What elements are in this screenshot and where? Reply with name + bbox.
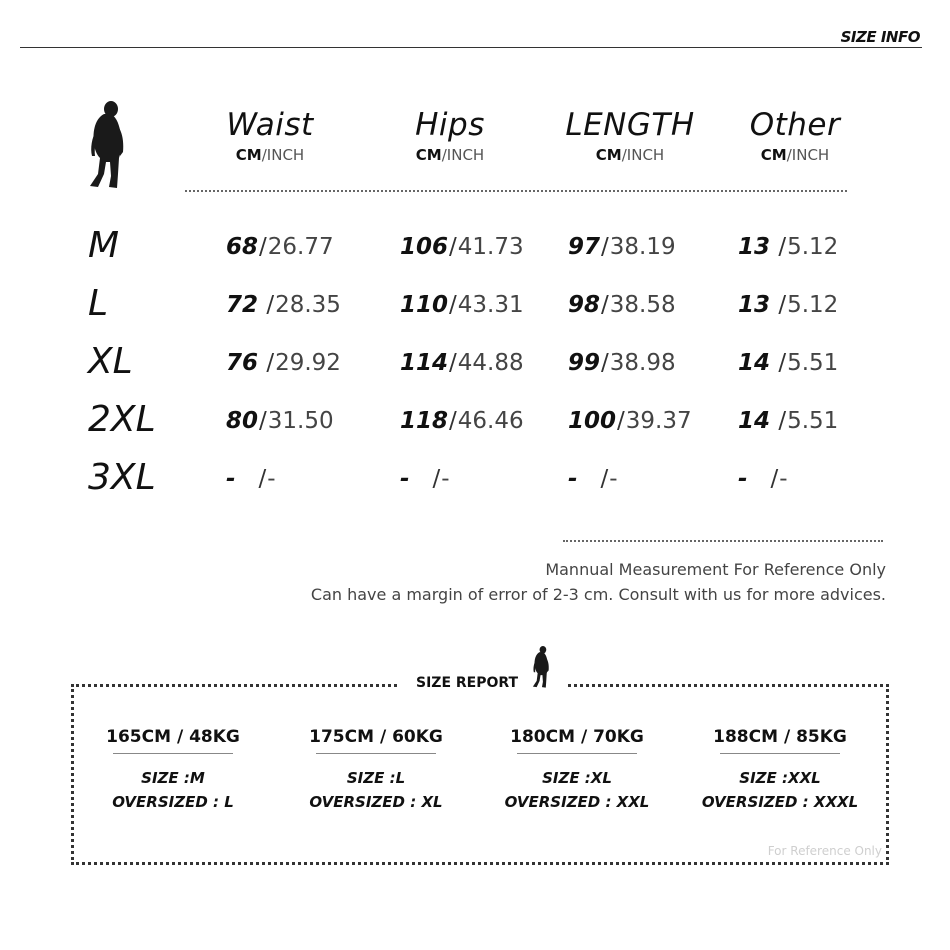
ape-figure-icon (84, 100, 130, 190)
column-unit: CM/INCH (595, 146, 665, 165)
column-title: Waist (226, 107, 314, 143)
height-weight: 188CM / 85KG (713, 727, 847, 747)
size-label: L (88, 283, 109, 324)
hips-cell: 110/43.31 (400, 292, 524, 318)
item-divider (517, 753, 637, 754)
size-report-item (83, 727, 263, 814)
column-title: Hips (415, 107, 485, 143)
column-title: LENGTH (565, 107, 695, 143)
oversized-size: OVERSIZED : L (112, 793, 234, 811)
page-title: SIZE INFO (840, 28, 920, 46)
length-cell: 97/38.19 (568, 234, 676, 260)
length-cell: - /- (568, 466, 618, 492)
reference-note: For Reference Only (767, 844, 882, 858)
size-report-item (286, 727, 466, 814)
item-divider (316, 753, 436, 754)
header-dotted-divider (185, 190, 847, 192)
column-header-other (735, 108, 855, 164)
table-row (0, 399, 950, 454)
size-label: XL (88, 341, 133, 382)
other-cell: 13 /5.12 (738, 234, 839, 260)
waist-cell: 80/31.50 (226, 408, 334, 434)
recommended-size: SIZE :L (346, 769, 406, 787)
hips-cell: - /- (400, 466, 450, 492)
waist-cell: 68/26.77 (226, 234, 334, 260)
column-unit: CM/INCH (760, 146, 830, 165)
recommended-size: SIZE :XL (542, 769, 612, 787)
hips-cell: 118/46.46 (400, 408, 524, 434)
waist-cell: - /- (226, 466, 276, 492)
other-cell: 14 /5.51 (738, 350, 839, 376)
oversized-size: OVERSIZED : XL (309, 793, 443, 811)
size-label: 3XL (88, 457, 156, 498)
header-divider (20, 47, 922, 48)
table-row (0, 225, 950, 280)
column-unit: CM/INCH (415, 146, 485, 165)
column-header-length (555, 108, 705, 164)
recommended-size: SIZE :M (141, 769, 205, 787)
other-cell: 14 /5.51 (738, 408, 839, 434)
recommended-size: SIZE :XXL (739, 769, 821, 787)
item-divider (113, 753, 233, 754)
other-cell: 13 /5.12 (738, 292, 839, 318)
table-row (0, 283, 950, 338)
column-title: Other (749, 107, 841, 143)
size-label: M (88, 225, 120, 266)
length-cell: 100/39.37 (568, 408, 692, 434)
ape-figure-icon (530, 643, 552, 691)
height-weight: 180CM / 70KG (510, 727, 644, 747)
item-divider (720, 753, 840, 754)
height-weight: 175CM / 60KG (309, 727, 443, 747)
other-cell: - /- (738, 466, 788, 492)
table-row (0, 457, 950, 512)
notes-dotted-divider (563, 540, 883, 542)
size-report-item (690, 727, 870, 814)
column-unit: CM/INCH (235, 146, 305, 165)
measurement-note: Mannual Measurement For Reference Only (545, 560, 886, 579)
height-weight: 165CM / 48KG (106, 727, 240, 747)
size-report-title: SIZE REPORT (416, 675, 519, 691)
oversized-size: OVERSIZED : XXXL (701, 793, 859, 811)
waist-cell: 76 /29.92 (226, 350, 341, 376)
length-cell: 98/38.58 (568, 292, 676, 318)
hips-cell: 114/44.88 (400, 350, 524, 376)
waist-cell: 72 /28.35 (226, 292, 341, 318)
length-cell: 99/38.98 (568, 350, 676, 376)
hips-cell: 106/41.73 (400, 234, 524, 260)
oversized-size: OVERSIZED : XXL (504, 793, 650, 811)
size-label: 2XL (88, 399, 156, 440)
column-header-hips (390, 108, 510, 164)
column-header-waist (210, 108, 330, 164)
table-row (0, 341, 950, 396)
size-report-item (487, 727, 667, 814)
error-margin-note: Can have a margin of error of 2-3 cm. Consult with us for more advices. (310, 585, 886, 604)
